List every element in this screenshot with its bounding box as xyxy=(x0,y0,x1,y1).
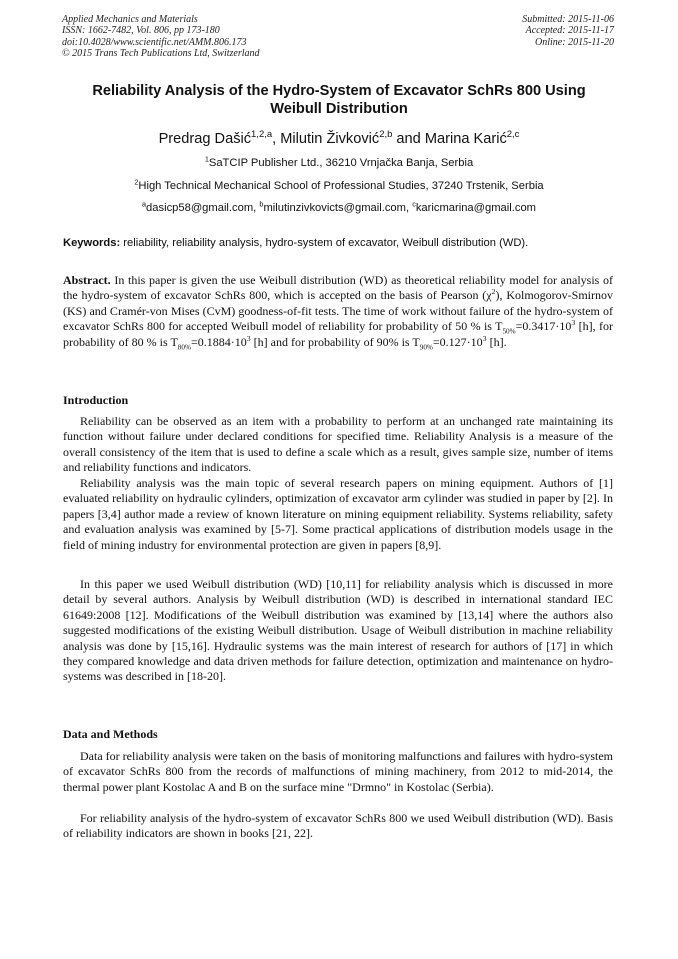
affiliation-1-text: SaTCIP Publisher Ltd., 36210 Vrnjačka Banja, Serbia xyxy=(208,157,474,169)
abstract-label: Abstract. xyxy=(63,273,111,287)
journal-name: Applied Mechanics and Materials xyxy=(62,14,198,25)
journal-doi: doi:10.4028/www.scientific.net/AMM.806.173 xyxy=(62,36,247,48)
affiliation-2-mark: 2 xyxy=(134,177,139,187)
author-2-affil: 2,b xyxy=(379,129,393,141)
affiliation-1 xyxy=(40,156,638,170)
author-sep: , xyxy=(272,131,281,147)
abstract-text: In this paper is given the use Weibull distribution (WD) as theoretical reliability model for analysis of the hydro-system of excavator SchRs 800, which is accepted on the basis of Pearson (χ xyxy=(63,273,613,303)
abstract-sub: 80% xyxy=(177,343,191,352)
abstract-text: ), Kolmogorov-Smirnov (KS) and Cramér-von Mises (CvM) goodness-of-fit tests. The time of work without failure of the hydro-system of excavator SchRs 800 for accepted Weibull model of reliability for probability of 50 % is T xyxy=(63,288,613,334)
intro-paragraph-3: In this paper we used Weibull distribution (WD) [10,11] for reliability analysis which is discussed in more detail by several authors. Analysis by Weibull distribution (WD) is described in international standard IEC 61649:2008 [12]. Modifications of the Weibull distribution was examined by [13,14] where the authors also suggested modifications of the existing Weibull distribution. Usage of Weibull distribution in machine reliability analysis was done by [15,16]. Hydraulic systems was the main interest of research for authors of [17] in which they compared knowledge and data driven methods for failure detection, optimization and maintenance on hydro-systems was described in [18-20]. xyxy=(63,577,613,684)
author-2: Milutin Živković xyxy=(280,131,380,147)
abstract-text: [h] and for probability of 90% is T xyxy=(250,334,420,349)
author-1-affil: 1,2,a xyxy=(251,129,273,141)
dates-header xyxy=(522,14,614,48)
affiliation-2 xyxy=(40,179,638,193)
abstract-sup: 2 xyxy=(491,287,496,297)
author-list xyxy=(40,130,638,148)
author-1: Predrag Dašić xyxy=(158,131,252,147)
abstract-text: =0.127·10 xyxy=(432,334,483,349)
accepted-date: Accepted: 2015-11-17 xyxy=(525,25,614,37)
abstract-sup: 3 xyxy=(246,333,251,343)
section-heading-introduction: Introduction xyxy=(63,393,129,407)
journal-header xyxy=(62,14,260,60)
title-line-2: Weibull Distribution xyxy=(270,101,408,117)
abstract-text: [h], for probability of 80 % is T xyxy=(63,319,614,349)
submitted-date: Submitted: 2015-11-06 xyxy=(522,14,614,25)
abstract-sup: 3 xyxy=(571,318,576,328)
abstract-sup: 3 xyxy=(482,333,487,343)
abstract-sub: 50% xyxy=(502,327,516,336)
abstract xyxy=(63,273,613,350)
keywords-text: reliability, reliability analysis, hydro-system of excavator, Weibull distribution (WD). xyxy=(120,237,529,249)
abstract-text: =0.3417·10 xyxy=(515,319,572,334)
affiliation-1-mark: 1 xyxy=(204,154,209,164)
author-sep: and xyxy=(392,131,425,147)
intro-paragraph-2: Reliability analysis was the main topic of several research papers on mining equipment. Authors of [1] evaluated reliability on hydraulic cylinders, optimization of excavator arm cylinder was studied in paper by [2]. In papers [3,4] author made a review of known literature on mining equipment reliability. Systems reliability, safety and evaluation analysis was examined by [5-7]. Some practical applications of distribution models usage in the field of mining industry for environmental protection are given in papers [8,9]. xyxy=(63,476,613,552)
abstract-text: =0.1884·10 xyxy=(190,334,247,349)
journal-copyright: © 2015 Trans Tech Publications Ltd, Switzerland xyxy=(62,48,260,60)
journal-issn: ISSN: 1662-7482, Vol. 806, pp 173-180 xyxy=(62,25,220,37)
methods-paragraph-2: For reliability analysis of the hydro-system of excavator SchRs 800 we used Weibull distribution (WD). Basis of reliability indicators are shown in books [21, 22]. xyxy=(63,811,613,841)
title-line-1: Reliability Analysis of the Hydro-System of Excavator SchRs 800 Using xyxy=(92,83,586,99)
email-a: dasicp58@gmail.com, xyxy=(146,202,260,214)
abstract-sub: 90% xyxy=(419,343,433,352)
paper-title xyxy=(50,82,628,118)
abstract-text: [h]. xyxy=(486,334,507,349)
section-heading-data-methods: Data and Methods xyxy=(63,727,158,741)
author-3-affil: 2,c xyxy=(506,129,520,141)
affiliation-2-text: High Technical Mechanical School of Professional Studies, 37240 Trstenik, Serbia xyxy=(138,180,544,192)
email-c: karicmarina@gmail.com xyxy=(415,202,536,214)
email-b: milutinzivkovicts@gmail.com, xyxy=(263,202,413,214)
email-c-mark: c xyxy=(412,199,416,209)
methods-paragraph-1: Data for reliability analysis were taken on the basis of monitoring malfunctions and failures with hydro-system of excavator SchRs 800 from the records of malfunctions of mining machinery, from 2012 to mid-2014, the thermal power plant Kostolac A and B on the surface mine "Drmno" in Kostolac (Serbia). xyxy=(63,749,613,794)
keywords xyxy=(63,236,623,250)
email-b-mark: b xyxy=(259,199,264,209)
online-date: Online: 2015-11-20 xyxy=(535,36,614,48)
email-a-mark: a xyxy=(142,199,147,209)
author-emails xyxy=(40,201,638,215)
keywords-label: Keywords: xyxy=(63,237,121,249)
intro-paragraph-1: Reliability can be observed as an item with a probability to perform at an unchanged rate maintaining its function without failure under declared conditions for specified time. Reliability Analysis is a measure of the overall consistency of the item that is used to define a scale which as a result, gives sample size, number of items and reliability functions and indicators. xyxy=(63,414,613,475)
author-3: Marina Karić xyxy=(424,131,507,147)
